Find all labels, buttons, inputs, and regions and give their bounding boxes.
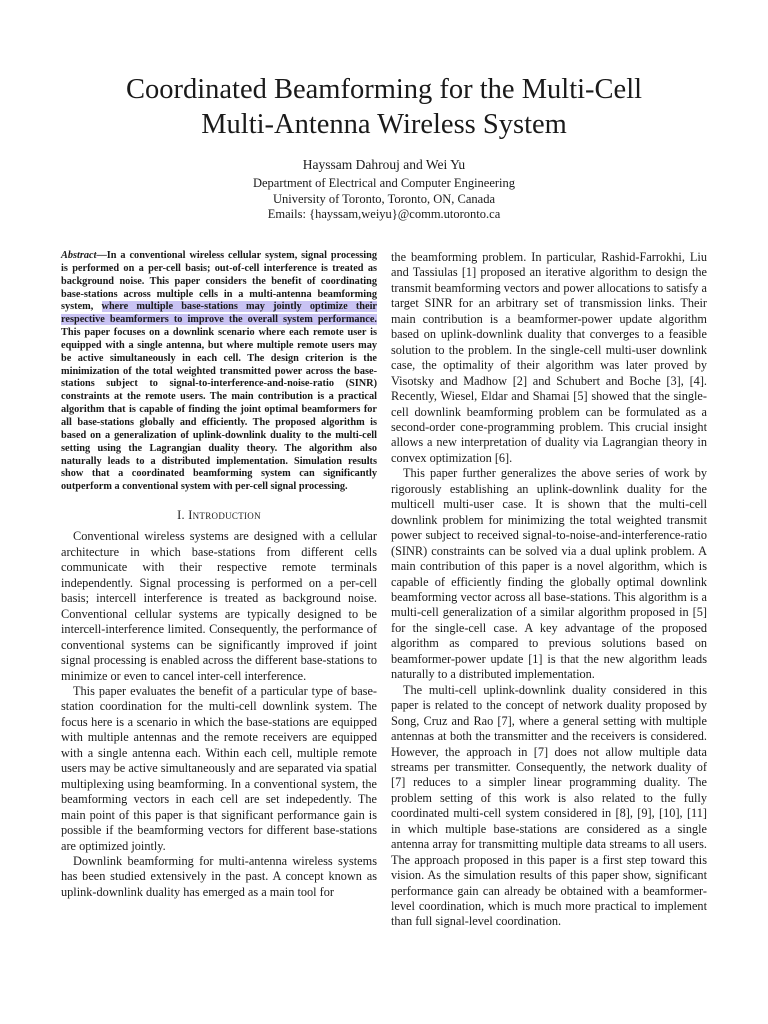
paragraph: Conventional wireless systems are designed with a cellular architecture in which base-stations from different cells communicate with their respective remote terminals independently. Signal processing is performed on a per-cell basis; intercell interference is treated as background noise. Conventional cellular systems are typically designed to be intercell-interference limited. Consequently, the performance of conventional systems can be significantly improved if joint signal processing is enabled across the different base-stations to minimize or even to cancel inter-cell interference.: [61, 529, 377, 683]
section-heading-introduction: I. Introduction: [177, 508, 261, 523]
affiliation-line-1: Department of Electrical and Computer Engineering: [252, 176, 516, 190]
abstract-text-after: This paper focuses on a downlink scenario where each remote user is equipped with a single antenna, but where multiple remote users may be active simultaneously in each cell. The design criterion is the minimization of the total weighted transmitted power across the base-stations subject to signal-to-interference-and-noise-ratio (SINR) constraints at the remote users. The main contribution is a practical algorithm that is capable of finding the joint optimal beamformers for all base-stations globally and efficiently. The proposed algorithm is based on a generalization of uplink-downlink duality to the multi-cell setting using the Lagrangian duality theory. The algorithm also naturally leads to a distributed implementation. Simulation results show that a coordinated beamforming system can significantly outperform a conventional system with per-cell signal processing.: [61, 327, 377, 493]
paragraph: This paper evaluates the benefit of a particular type of base-station coordination for the multi-cell downlink system. The focus here is a scenario in which the base-stations are equipped with multiple antennas and the remote receivers are equipped with a single antenna each. Within each cell, multiple remote users may be active simultaneously and are separated via spatial multiplexing using beamforming. In a conventional system, the beamforming vectors in each cell are set indepedently. The main point of this paper is that significant performance gain is possible if the beamforming vectors for different base-stations are optimized jointly.: [61, 684, 377, 853]
paragraph: The multi-cell uplink-downlink duality considered in this paper is related to the concept of network duality proposed by Song, Cruz and Rao [7], where a general setting with multiple antennas at both the transmitter and the receivers is considered. However, the approach in [7] does not allow multiple data streams per transmitter. Consequently, the network duality of [7] reduces to a simpler linear programming duality. The problem setting of this work is also related to the fully coordinated multi-cell system considered in [8], [9], [10], [11] in which multiple base-stations are considered as a single antenna array for transmitting multiple data streams to all users. The approach proposed in this paper is a first step toward this vision. As the simulation results of this paper show, significant performance gain can already be obtained with a beamformer-level coordination, which is much more practical to implement than full signal-level coordination.: [391, 682, 707, 929]
title-line-2: Multi-Antenna Wireless System: [201, 109, 567, 140]
affiliation-line-3: Emails: {hayssam,weiyu}@comm.utoronto.ca: [267, 207, 501, 221]
authors: Hayssam Dahrouj and Wei Yu: [302, 157, 466, 172]
affiliation-line-2: University of Toronto, Toronto, ON, Canada: [272, 191, 496, 206]
paragraph: the beamforming problem. In particular, Rashid-Farrokhi, Liu and Tassiulas [1] proposed an iterative algorithm to design the transmit beamforming vectors and power allocations to satisfy a target SINR for an arbitrary set of transmission links. Their main contribution is a beamformer-power update algorithm based on uplink-downlink duality that converges to a feasible solution to the problem. In the single-cell multi-user downlink case, the optimality of their algorithm was later proved by Visotsky and Madhow [2] and Schubert and Boche [3], [4]. Recently, Wiesel, Eldar and Shamai [5] showed that the single-cell downlink beamforming problem can be formulated as a second-order cone-programming problem. This crucial insight allows a new interpretation of duality via Lagrangian theory in convex optimization [6].: [391, 250, 707, 465]
abstract: [61, 250, 377, 494]
paragraph: This paper further generalizes the above series of work by rigorously establishing an uplink-downlink duality for the multicell multi-user case. It is shown that the multi-cell downlink problem for minimizing the total weighted transmit power subject to received signal-to-noise-and-interference-ratio (SINR) constraints can be solved via a dual uplink problem. A main contribution of this paper is a novel algorithm, which is capable of efficiently finding the globally optimal downlink beamforming vector across all base-stations. This algorithm is a multi-cell generalization of a similar algorithm proposed in [5] for the single-cell case. A key advantage of the proposed algorithm as compared to previous solutions based on beamformer-power update [1] is that the new algorithm leads naturally to a distributed implementation.: [391, 466, 707, 682]
abstract-label: Abstract: [61, 250, 97, 261]
abstract-highlight[interactable]: where multiple base-stations may jointly optimize their respective beamformers to improve the overall system performance.: [61, 301, 377, 326]
abstract-text-before: —In a conventional wireless cellular system, signal processing is performed on a per-cell basis; out-of-cell interference is treated as background noise. This paper considers the benefit of coordinating base-stations across multiple cells in a multi-antenna beamforming system,: [61, 250, 377, 313]
paragraph: Downlink beamforming for multi-antenna wireless systems has been studied extensively in the past. A concept known as uplink-downlink duality has emerged as a main tool for: [61, 854, 377, 899]
title-line-1: Coordinated Beamforming for the Multi-Cell: [125, 74, 643, 105]
affiliation: [0, 176, 768, 223]
paper-title: [60, 72, 708, 142]
left-column: [61, 250, 377, 900]
right-column: [391, 250, 707, 930]
